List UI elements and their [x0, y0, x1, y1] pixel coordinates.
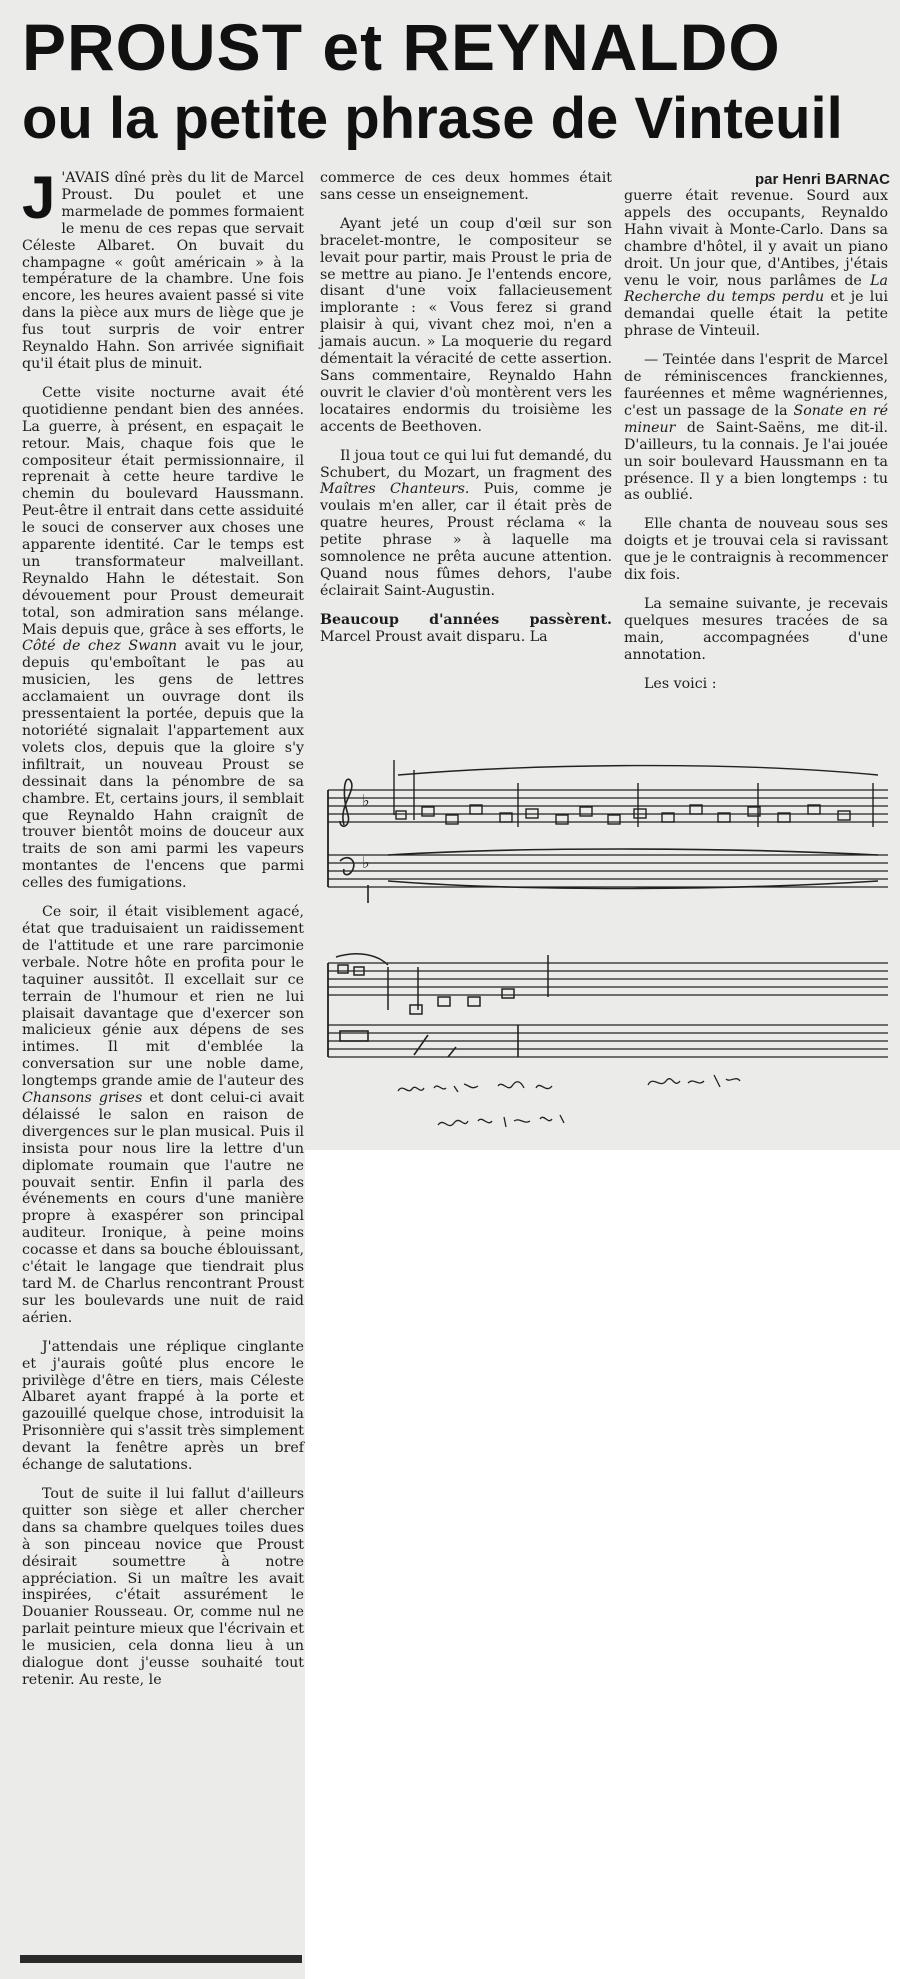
paragraph: Il joua tout ce qui lui fut demandé, du Schubert, du Mozart, un fragment des Maîtres Chanteurs. Puis, comme je voulais m'en aller, car il était près de quatre heures, Proust réclama « la petite phrase » à laquelle ma somnolence ne prêta aucune attention. Quand nous fûmes dehors, l'aube éclairait Saint-Augustin. — [320, 447, 612, 599]
staff-system-1 — [328, 760, 888, 903]
paragraph: guerre était revenue. Sourd aux appels des occupants, Reynaldo Hahn vivait à Monte-Carlo. Dans sa chambre d'hôtel, il y avait un piano droit. Un jour que, d'Antibes, j'étais venu le voir, nous parlâmes de La Recherche du temps perdu et je lui demandai quelle était la petite phrase de Vinteuil. — [624, 188, 888, 340]
headline-line-2: ou la petite phrase de Vinteuil — [22, 86, 843, 151]
paragraph: Ayant jeté un coup d'œil sur son bracelet-montre, le compositeur se levait pour partir, mais Proust le pria de se mettre au piano. Je l'entends encore, disant d'une voix fallacieusement implorante : « Vous ferez si grand plaisir à qui, vivant chez moi, n'en a jamais aucun. » La moquerie du regard démentait la véracité de cette assertion. Sans commentaire, Reynaldo Hahn ouvrit le clavier d'où montèrent vers les locataires endormis du troisième les accents de Beethoven. — [320, 215, 612, 435]
svg-text:♭: ♭ — [362, 791, 370, 810]
article-column-1 — [22, 164, 305, 1701]
article-column-3 — [624, 188, 888, 704]
paragraph: Elle chanta de nouveau sous ses doigts et je trouvai cela si ravissant que je le contraignis à recommencer dix fois. — [624, 516, 888, 584]
paragraph: J 'AVAIS dîné près du lit de Marcel Proust. Du poulet et une marmelade de pommes formaient le menu de ces repas que servait Céleste Albaret. On buvait du champagne « goût américain » à la température de la chambre. Une fois encore, les heures avaient passé si vite dans la pièce aux murs de liège que je fus tout surpris de voir entrer Reynaldo Hahn. Son arrivée signifiait qu'il était plus de minuit. — [22, 164, 304, 372]
svg-text:♭: ♭ — [362, 853, 370, 872]
byline: par Henri BARNAC — [754, 171, 890, 188]
treble-staff-2 — [328, 963, 888, 995]
handwritten-annotation — [398, 1075, 740, 1127]
paragraph: Ce soir, il était visiblement agacé, état que traduisaient un raidissement de l'attitude et une rare parcimonie verbale. Notre hôte en profita pour le taquiner aussitôt. Il excellait sur ce terrain de l'humour et rien ne lui plaisait davantage que d'exercer son malicieux génie aux dépens de ses intimes. Il mit d'emblée la conversation sur une noble dame, longtemps grande amie de l'auteur des Chansons grises et dont celui-ci avait délaissé le salon en raison de divergences sur le plan musical. Puis il insista pour nous lire la lettre d'un diplomate roumain que l'autre ne pouvait sentir. Enfin il parla des événements en cours d'une manière propre à exaspérer son principal auditeur. Ironique, à peine moins cocasse et dans sa bouche éblouissant, c'était le langage que tiendrait plus tard M. de Charlus rencontrant Proust sur les boulevards une nuit de raid aérien. — [22, 904, 305, 1326]
score-drawing — [318, 735, 896, 1145]
paragraph: La semaine suivante, je recevais quelques mesures tracées de sa main, accompagnées d'une annotation. — [624, 595, 888, 663]
handwritten-score — [318, 735, 896, 1145]
blank-area — [305, 1150, 900, 1979]
paragraph: — Teintée dans l'esprit de Marcel de réminiscences franckiennes, fauréennes et même wagnériennes, c'est un passage de la Sonate en ré mineur de Saint-Saëns, me dit-il. D'ailleurs, tu la connais. Je l'ai jouée un soir boulevard Haussmann en ta présence. Il y a bien longtemps : tu as oublié. — [624, 352, 888, 504]
treble-clef-mark — [340, 779, 352, 826]
paragraph: Beaucoup d'années passèrent. Marcel Proust avait disparu. La — [320, 611, 612, 645]
drop-cap: J — [22, 164, 56, 231]
bass-staff-2 — [328, 1025, 888, 1057]
headline — [22, 10, 882, 152]
bass-clef-mark — [340, 858, 354, 875]
staff-system-2 — [328, 954, 888, 1057]
article-column-2 — [320, 170, 612, 658]
paragraph: Tout de suite il lui fallut d'ailleurs quitter son siège et aller chercher dans sa chambre quelques toiles dues à son pinceau novice que Proust désirait soumettre à notre appréciation. Si un maître les avait inspirées, c'était assurément le Douanier Rousseau. Or, comme nul ne parlait peinture mieux que l'écrivain et le musicien, cela donna lieu à un dialogue dont j'eusse souhaité tout retenir. Au reste, le — [22, 1485, 304, 1688]
bottom-rule — [20, 1955, 302, 1963]
paragraph: J'attendais une réplique cinglante et j'aurais goûté plus encore le privilège d'être en tiers, mais Céleste Albaret ayant frappé à la porte et gazouillé quelque chose, introduisit la Prisonnière qui s'assit très simplement devant la fenêtre après un bref échange de salutations. — [22, 1338, 304, 1474]
paragraph: commerce de ces deux hommes était sans cesse un enseignement. — [320, 170, 612, 203]
melody-notes-1 — [394, 760, 878, 827]
headline-line-1: PROUST et REYNALDO — [22, 10, 781, 84]
bass-notes-1 — [368, 849, 878, 903]
paragraph: Cette visite nocturne avait été quotidienne pendant bien des années. La guerre, à présent, en espaçait le retour. Mais, chaque fois que le compositeur était permissionnaire, il reprenait à cette heure tardive le chemin du boulevard Haussmann. Peut-être il entrait dans cette assiduité le souci de conserver aux choses une apparente identité. Car le temps est un transformateur malveillant. Reynaldo Hahn le détestait. Son dévouement pour Proust demeurait total, son admiration sans mélange. Mais depuis que, grâce à ses efforts, le Côté de chez Swann avait vu le jour, depuis qu'emboîtant le pas au musicien, les gens de lettres acclamaient un ouvrage dont ils pressentaient la portée, depuis que la notoriété signalait l'appartement aux volets clos, depuis que la gloire s'y infiltrait, un nouveau Proust se dessinait dans la pénombre de sa chambre. Et, certains jours, il semblait que Reynaldo Hahn craignît de trouver bientôt moins de douceur aux traits de son ami parmi les vapeurs montantes de l'encens que parmi celles des fumigations. — [22, 384, 304, 892]
paragraph: Les voici : — [644, 675, 717, 692]
